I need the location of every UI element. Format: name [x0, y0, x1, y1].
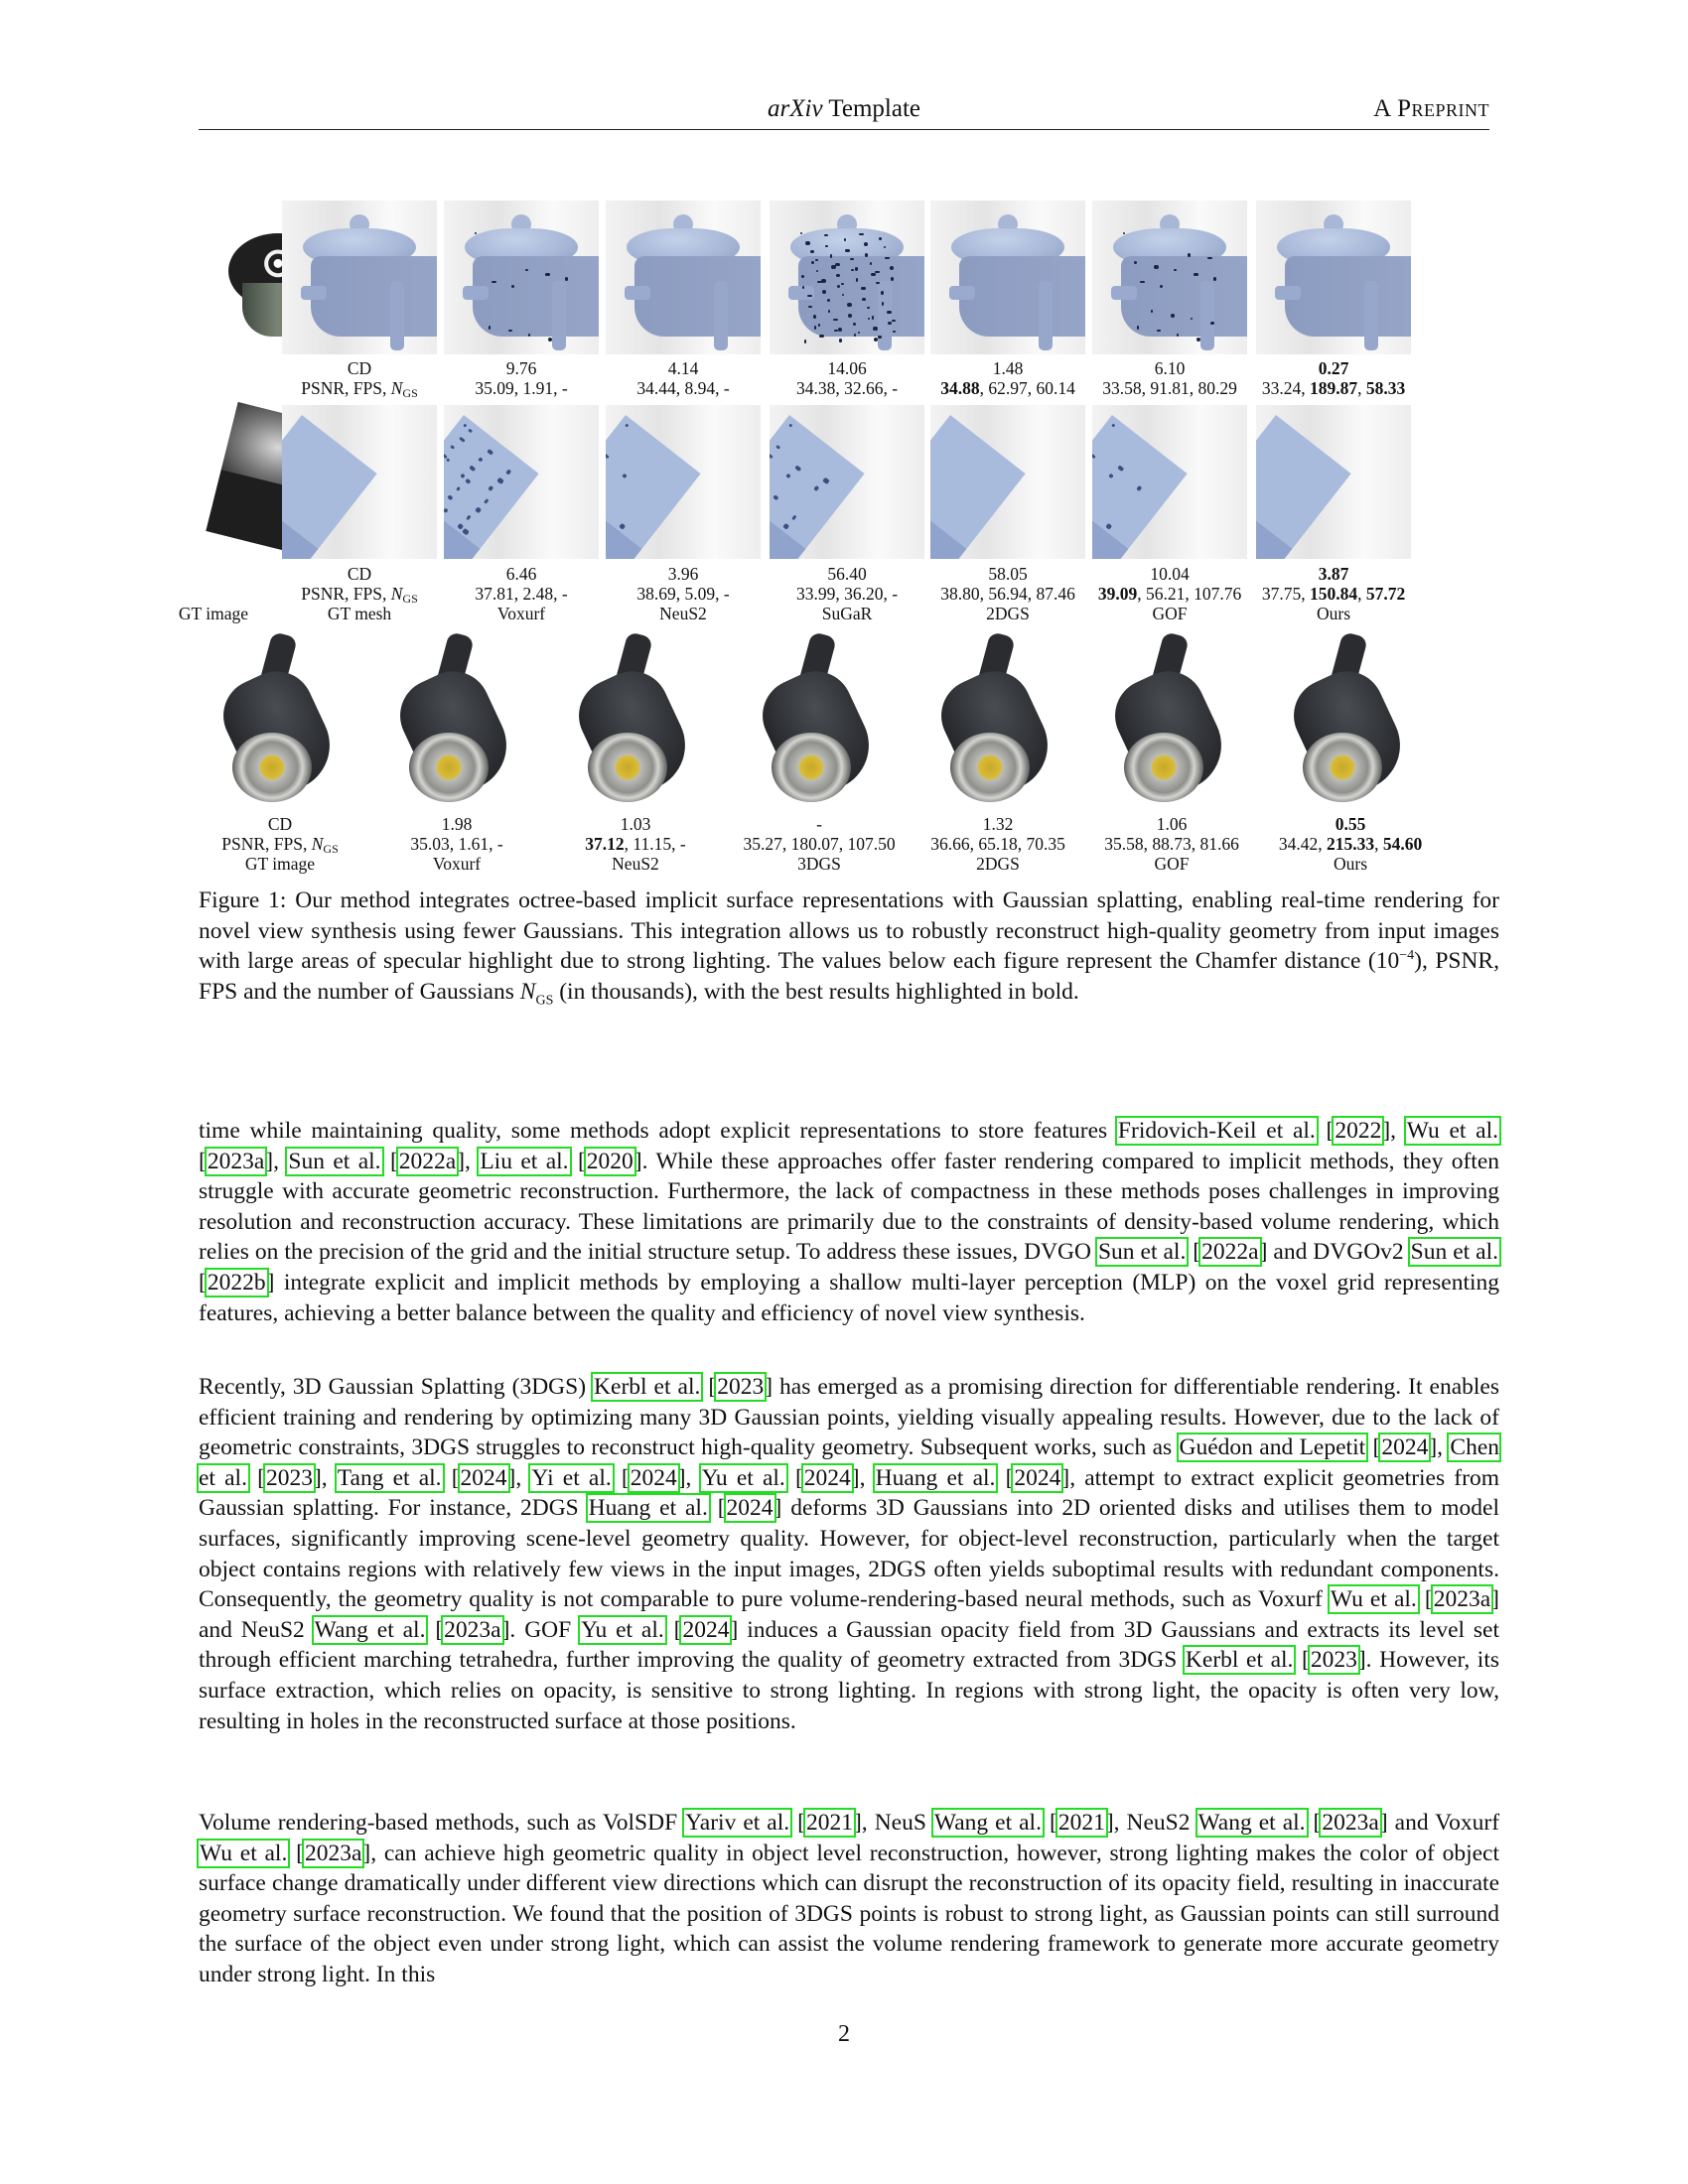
method-label: NeuS2 — [612, 854, 659, 874]
page-number: 2 — [838, 2021, 850, 2047]
citation-link[interactable]: Kerbl et al. — [1185, 1647, 1294, 1674]
body-text: ] induces a Gaussian opacity field from 3D Gaussians and extracts its level set through efficient marching tetrahedra, further improving the quality of geometry extracted from 3DGS — [199, 1616, 1500, 1674]
citation-link[interactable]: 2023a — [1433, 1586, 1491, 1613]
body-text: [ — [442, 1464, 460, 1491]
body-text: ], — [457, 1148, 480, 1174]
citation-link[interactable]: 2024 — [1014, 1464, 1061, 1491]
thumb-cooker-gof — [1092, 201, 1247, 354]
mesh-render — [295, 206, 424, 350]
method-label: 3DGS — [797, 854, 841, 874]
body-text: [ — [708, 1495, 726, 1522]
body-text: ], NeuS2 — [1105, 1810, 1197, 1836]
citation-link[interactable]: Chen et al. — [199, 1434, 1499, 1491]
body-text: [ — [701, 1374, 717, 1400]
cd-value: 1.03 — [620, 814, 651, 834]
citation-link[interactable]: 2024 — [726, 1495, 774, 1522]
method-label: SuGaR — [821, 604, 873, 623]
label-cd: CD — [347, 358, 372, 378]
citation-link[interactable]: Huang et al. — [588, 1495, 708, 1522]
thumb-cooker-2dgs — [930, 201, 1085, 354]
citation-link[interactable]: Sun et al. — [1410, 1239, 1499, 1266]
cd-value: - — [816, 814, 822, 834]
citation-link[interactable]: Yariv et al. — [685, 1810, 790, 1836]
body-text: ], — [851, 1464, 875, 1491]
body-text: ], — [1429, 1434, 1450, 1461]
body-text: [ — [1294, 1647, 1310, 1674]
body-text: [ — [199, 1148, 207, 1174]
mesh-render — [457, 206, 586, 350]
body-text: ]. While these approaches offer faster rendering compared to implicit methods, they often struggle with accurate geometric reconstruction. Furthermore, the lack of compactness in these methods poses challenges in improving resolution and reconstruction accuracy. These limitations are primarily due to the constraints of density-based volume rendering, which relies on the precision of the grid and the initial structure setup. To address these issues, DVGO — [199, 1148, 1500, 1266]
metrics-value: 39.09, 56.21, 107.76 — [1097, 584, 1242, 604]
thumb-cooker-gt-mesh — [282, 201, 437, 354]
metrics-value: 37.75, 150.84, 57.72 — [1261, 584, 1406, 604]
metrics-value: 38.80, 56.94, 87.46 — [940, 584, 1075, 604]
citation-link[interactable]: 2021 — [805, 1810, 853, 1836]
citation-link[interactable]: 2023 — [717, 1374, 765, 1400]
body-text: ], attempt to extract explicit geometries from Gaussian splatting. For instance, 2DGS — [199, 1464, 1499, 1522]
citation-link[interactable]: Wang et al. — [314, 1616, 426, 1643]
running-title-italic: arXiv — [768, 95, 823, 122]
body-text: ], — [265, 1148, 288, 1174]
cd-value: 6.10 — [1154, 358, 1186, 378]
label-cd: CD — [347, 564, 372, 584]
metrics-value: 34.88, 62.97, 60.14 — [940, 378, 1075, 398]
mesh-render — [943, 206, 1072, 350]
figure-1 — [0, 0, 1688, 874]
cd-value: 56.40 — [827, 564, 867, 584]
body-text: ] and Voxurf — [1379, 1810, 1500, 1836]
metrics-value: 35.03, 1.61, - — [410, 834, 503, 854]
thumb-cabinet-2dgs — [930, 405, 1085, 559]
method-label: Voxurf — [496, 604, 546, 623]
body-text: ], NeuS — [853, 1810, 933, 1836]
body-text: [ — [1366, 1434, 1381, 1461]
citation-link[interactable]: Tang et al. — [337, 1464, 442, 1491]
cd-value: 1.98 — [441, 814, 473, 834]
citation-link[interactable]: 2023 — [1310, 1647, 1357, 1674]
body-text: [ — [790, 1810, 805, 1836]
mesh-render — [1105, 206, 1234, 350]
thumb-cooker-ours — [1256, 201, 1411, 354]
citation-link[interactable]: 2024 — [460, 1464, 507, 1491]
mesh-render — [782, 206, 912, 350]
body-text: ], can achieve high geometric quality in object level reconstruction, however, strong lighting makes the color of object surface change dramatically under different view directions which can disrupt the reconstruction of its opacity field, resulting in inaccurate geometry surface reconstruction. We found that the position of 3DGS points is robust to strong light, as Gaussian points can still surround the surface of the object even under strong light, which can assist the volume rendering framework to generate more accurate geometry under strong light. In this — [199, 1840, 1500, 1987]
cd-value: 0.27 — [1318, 358, 1349, 378]
thumb-cabinet-neus2 — [606, 405, 761, 559]
figure-caption — [199, 886, 1499, 1017]
metrics-value: 35.58, 88.73, 81.66 — [1104, 834, 1239, 854]
citation-link[interactable]: Yi et al. — [531, 1464, 612, 1491]
citation-link[interactable]: Wu et al. — [1330, 1586, 1417, 1613]
citation-link[interactable]: 2022b — [207, 1269, 266, 1296]
metrics-value: 34.42, 215.33, 54.60 — [1278, 834, 1423, 854]
thumb-cabinet-sugar — [770, 405, 924, 559]
label-metrics: PSNR, FPS, $N_{GS}$ — [301, 584, 418, 606]
method-label: NeuS2 — [659, 604, 707, 623]
thumb-lamp-gof — [1102, 633, 1241, 812]
thumb-lamp-neus2 — [566, 633, 705, 812]
body-text: ] and NeuS2 — [199, 1586, 1499, 1643]
metrics-value: 33.24, 189.87, 58.33 — [1261, 378, 1406, 398]
body-text: Volume rendering-based methods, such as VolSDF — [199, 1810, 685, 1836]
body-text: ] has emerged as a promising direction for differentiable rendering. It enables efficient training and rendering by optimizing many 3D Gaussian points, yielding visually appealing results. However, due to the lack of geometric constraints, 3DGS struggles to reconstruct high-quality geometry. Subsequent works, such as — [199, 1374, 1499, 1461]
citation-link[interactable]: 2021 — [1057, 1810, 1105, 1836]
method-label: GT mesh — [327, 604, 392, 623]
citation-link[interactable]: 2023a — [207, 1148, 265, 1174]
citation-link[interactable]: Fridovich-Keil et al. — [1117, 1118, 1316, 1144]
cd-value: 3.87 — [1318, 564, 1349, 584]
citation-link[interactable]: Kerbl et al. — [594, 1374, 701, 1400]
citation-link[interactable]: Yu et al. — [701, 1464, 785, 1491]
body-text: [ — [1187, 1239, 1201, 1266]
label-metrics: PSNR, FPS, $N_{GS}$ — [301, 378, 418, 400]
body-text: time while maintaining quality, some methods adopt explicit representations to store features — [199, 1118, 1117, 1144]
cd-value: 1.32 — [982, 814, 1014, 834]
caption-text: Figure 1: Our method integrates octree-based implicit surface representations with Gaussian splatting, enabling real-time rendering for novel view synthesis using fewer Gaussians. This integration allows us to robustly reconstruct high-quality geometry from input images with large areas of specular highlight due to strong lighting. The values below each figure represent the Chamfer distance (10 — [199, 887, 1499, 974]
thumb-lamp-voxurf — [387, 633, 526, 812]
running-title-rest: Template — [822, 95, 920, 122]
cd-value: 4.14 — [667, 358, 699, 378]
label-metrics: PSNR, FPS, $N_{GS}$ — [221, 834, 339, 856]
citation-link[interactable]: Wu et al. — [1406, 1118, 1498, 1144]
body-text: [ — [1042, 1810, 1057, 1836]
body-text: [ — [664, 1616, 682, 1643]
citation-link[interactable]: 2024 — [803, 1464, 851, 1491]
method-label: 2DGS — [976, 854, 1020, 874]
metrics-value: 33.58, 91.81, 80.29 — [1102, 378, 1237, 398]
label-cd: CD — [267, 814, 293, 834]
cd-value: 0.55 — [1335, 814, 1366, 834]
thumb-lamp-ours — [1281, 633, 1420, 812]
method-label: Ours — [1333, 854, 1368, 874]
citation-link[interactable]: 2022a — [398, 1148, 457, 1174]
body-text: [ — [199, 1269, 207, 1296]
citation-link[interactable]: 2023a — [1322, 1810, 1379, 1836]
thumb-cabinet-ours — [1256, 405, 1411, 559]
cd-value: 1.48 — [992, 358, 1024, 378]
body-text: [ — [612, 1464, 630, 1491]
thumb-cabinet-gof — [1092, 405, 1247, 559]
method-label: GT image — [178, 604, 249, 623]
body-text: [ — [1306, 1810, 1322, 1836]
paragraph-2 — [199, 1372, 1499, 1736]
caption-text-suffix: (in thousands), with the best results highlighted in bold. — [553, 978, 1079, 1005]
citation-link[interactable]: 2022a — [1201, 1239, 1259, 1266]
body-text: ], — [1382, 1118, 1406, 1144]
cd-value: 3.96 — [667, 564, 699, 584]
body-text: ], — [313, 1464, 337, 1491]
citation-link[interactable]: Wang et al. — [1197, 1810, 1306, 1836]
metrics-value: 34.38, 32.66, - — [795, 378, 899, 398]
body-text: [ — [247, 1464, 265, 1491]
cd-value: 58.05 — [988, 564, 1028, 584]
paragraph-3 — [199, 1808, 1499, 1990]
cd-value: 10.04 — [1150, 564, 1190, 584]
body-text: [ — [996, 1464, 1014, 1491]
cd-value: 1.06 — [1156, 814, 1188, 834]
caption-text-middle: ), PSNR, FPS and the number of Gaussians — [199, 948, 1499, 1005]
thumb-lamp-gt-image — [211, 633, 350, 812]
body-text: [ — [426, 1616, 444, 1643]
body-text: [ — [785, 1464, 803, 1491]
thumb-cooker-neus2 — [606, 201, 761, 354]
body-text: [ — [1316, 1118, 1335, 1144]
metrics-value: 37.12, 11.15, - — [585, 834, 686, 854]
body-text: Recently, 3D Gaussian Splatting (3DGS) — [199, 1374, 594, 1400]
metrics-value: 35.27, 180.07, 107.50 — [743, 834, 896, 854]
cd-value: 9.76 — [505, 358, 537, 378]
thumb-cabinet-gt-mesh — [282, 405, 437, 559]
body-text: ]. However, its surface extraction, which relies on opacity, is sensitive to strong lighting. In regions with strong light, the opacity is often very low, resulting in holes in the reconstructed surface at those positions. — [199, 1647, 1499, 1734]
method-label: GT image — [244, 854, 316, 874]
method-label: Voxurf — [432, 854, 482, 874]
mesh-render — [1269, 206, 1398, 350]
citation-link[interactable]: Wu et al. — [200, 1840, 288, 1866]
citation-link[interactable]: Yu et al. — [581, 1616, 664, 1643]
body-text: [ — [1417, 1586, 1433, 1613]
method-label: Ours — [1316, 604, 1351, 623]
citation-link[interactable]: Sun et al. — [288, 1148, 381, 1174]
thumb-cooker-voxurf — [444, 201, 599, 354]
citation-link[interactable]: Guédon and Lepetit — [1179, 1434, 1366, 1461]
method-label: GOF — [1154, 854, 1190, 874]
citation-link[interactable]: 2022 — [1335, 1118, 1382, 1144]
thumb-lamp-3dgs — [750, 633, 889, 812]
body-text: [ — [288, 1840, 304, 1866]
body-text: ]. GOF — [501, 1616, 581, 1643]
metrics-value: 35.09, 1.91, - — [475, 378, 568, 398]
cd-value: 14.06 — [827, 358, 867, 378]
cd-value: 6.46 — [505, 564, 537, 584]
citation-link[interactable]: Sun et al. — [1097, 1239, 1187, 1266]
metrics-value: 34.44, 8.94, - — [636, 378, 730, 398]
citation-link[interactable]: 2024 — [630, 1464, 677, 1491]
citation-link[interactable]: Liu et al. — [480, 1148, 569, 1174]
paragraph-1 — [199, 1116, 1499, 1328]
body-text: ] and DVGOv2 — [1259, 1239, 1410, 1266]
body-text: ], — [507, 1464, 531, 1491]
thumb-cooker-sugar — [770, 201, 924, 354]
mesh-render — [619, 206, 748, 350]
body-text: ] deforms 3D Gaussians into 2D oriented disks and utilises them to model surfaces, significantly improving scene-level geometry quality. However, for object-level reconstruction, particularly when the target object contains regions with relatively few views in the input images, 2DGS often yields suboptimal results with redundant components. Consequently, the geometry quality is not comparable to pure volume-rendering-based neural methods, such as Voxurf — [199, 1495, 1499, 1613]
citation-link[interactable]: 2024 — [682, 1616, 730, 1643]
metrics-value: 36.66, 65.18, 70.35 — [930, 834, 1065, 854]
preprint-label: A Preprint — [1373, 95, 1489, 122]
method-label: GOF — [1152, 604, 1188, 623]
caption-ngs-symbol: $N_{GS}$ — [519, 978, 554, 1009]
body-text: ], — [677, 1464, 701, 1491]
citation-link[interactable]: Wang et al. — [933, 1810, 1042, 1836]
body-text: [ — [381, 1148, 398, 1174]
caption-exponent: −4 — [1399, 948, 1415, 963]
metrics-value: 33.99, 36.20, - — [795, 584, 899, 604]
thumb-lamp-2dgs — [928, 633, 1067, 812]
citation-link[interactable]: 2023 — [265, 1464, 313, 1491]
citation-link[interactable]: 2020 — [586, 1148, 633, 1174]
method-label: 2DGS — [986, 604, 1030, 623]
citation-link[interactable]: Huang et al. — [875, 1464, 996, 1491]
citation-link[interactable]: 2023a — [444, 1616, 501, 1643]
metrics-value: 38.69, 5.09, - — [636, 584, 730, 604]
citation-link[interactable]: 2024 — [1381, 1434, 1429, 1461]
citation-link[interactable]: 2023a — [304, 1840, 362, 1866]
body-text: [ — [569, 1148, 586, 1174]
body-text: ] integrate explicit and implicit methods by employing a shallow multi-layer perception (MLP) on the voxel grid representing features, achieving a better balance between the quality and efficiency of novel view synthesis. — [199, 1269, 1499, 1326]
thumb-cabinet-voxurf — [444, 405, 599, 559]
metrics-value: 37.81, 2.48, - — [475, 584, 568, 604]
